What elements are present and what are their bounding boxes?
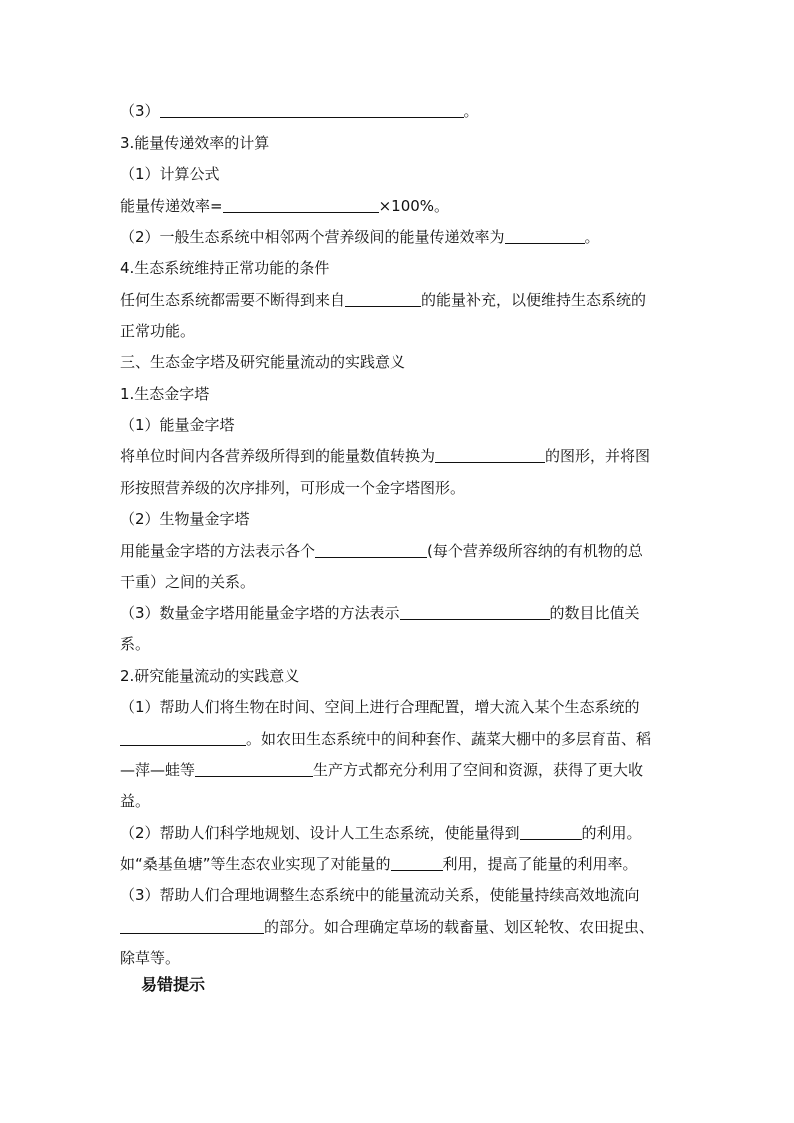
tip-heading: 易错提示 xyxy=(141,975,206,994)
text-line xyxy=(120,227,600,247)
text: (每个营养级所容纳的有机物的总 xyxy=(427,542,643,560)
text-line: 形按照营养级的次序排列，可形成一个金字塔图形。 xyxy=(120,479,466,497)
fill-blank xyxy=(160,103,464,118)
text-line: 益。 xyxy=(120,792,151,810)
section-heading: 4.生态系统维持正常功能的条件 xyxy=(120,259,330,277)
section-heading: 三、生态金字塔及研究能量流动的实践意义 xyxy=(120,353,406,371)
fill-blank xyxy=(345,292,421,307)
text-line: （1）能量金字塔 xyxy=(120,416,235,434)
text-line xyxy=(120,541,643,561)
fill-blank xyxy=(195,762,313,777)
text-line xyxy=(120,290,646,310)
fill-blank xyxy=(391,856,443,871)
text-line: （3）帮助人们合理地调整生态系统中的能量流动关系，使能量持续高效地流向 xyxy=(120,886,640,904)
text: 的数目比值关 xyxy=(549,604,640,622)
text-line xyxy=(120,603,640,623)
text-line: （1）计算公式 xyxy=(120,165,220,183)
text: ×100%。 xyxy=(378,197,450,215)
fill-blank xyxy=(400,605,550,620)
fill-blank xyxy=(520,825,582,840)
text: 的能量补充，以便维持生态系统的 xyxy=(421,291,647,309)
text: 的部分。如合理确定草场的载畜量、划区轮牧、农田捉虫、 xyxy=(264,918,655,936)
text: 生产方式都充分利用了空间和资源，获得了更大收 xyxy=(313,761,644,779)
text-line: 除草等。 xyxy=(120,949,181,967)
section-heading: 2.研究能量流动的实践意义 xyxy=(120,667,300,685)
text: 将单位时间内各营养级所得到的能量数值转换为 xyxy=(120,447,436,465)
text-line: 系。 xyxy=(120,635,151,653)
text: 。 xyxy=(463,102,479,120)
section-heading: 3.能量传递效率的计算 xyxy=(120,134,270,152)
fill-blank xyxy=(435,448,545,463)
text: （3）数量金字塔用能量金字塔的方法表示 xyxy=(120,604,400,622)
text: 用能量金字塔的方法表示各个 xyxy=(120,542,316,560)
text: 。如农田生态系统中的间种套作、蔬菜大棚中的多层育苗、稻 xyxy=(246,730,652,748)
fill-blank xyxy=(120,731,246,746)
text: （3） xyxy=(120,102,160,120)
fill-blank xyxy=(120,919,264,934)
text-line xyxy=(120,854,638,874)
text-line: （2）生物量金字塔 xyxy=(120,510,250,528)
text-line: （1）帮助人们将生物在时间、空间上进行合理配置，增大流入某个生态系统的 xyxy=(120,698,640,716)
fill-blank xyxy=(223,198,379,213)
text-line: 正常功能。 xyxy=(120,322,196,340)
section-heading: 1.生态金字塔 xyxy=(120,385,210,403)
text: 。 xyxy=(584,228,600,246)
fill-blank xyxy=(505,229,585,244)
text: 任何生态系统都需要不断得到来自 xyxy=(120,291,346,309)
text-line xyxy=(120,196,449,216)
text: （2）帮助人们科学地规划、设计人工生态系统，使能量得到 xyxy=(120,824,520,842)
text-line xyxy=(120,446,650,466)
text-line xyxy=(120,760,643,780)
text: 的利用。 xyxy=(581,824,642,842)
text-line xyxy=(120,729,651,749)
text: 如“桑基鱼塘”等生态农业实现了对能量的 xyxy=(120,855,391,873)
text-line xyxy=(120,823,642,843)
text-line xyxy=(120,101,479,121)
text: 能量传递效率= xyxy=(120,197,223,215)
text: 利用，提高了能量的利用率。 xyxy=(442,855,638,873)
text: —萍—蛙等 xyxy=(120,761,196,779)
text-line: 干重）之间的关系。 xyxy=(120,573,256,591)
fill-blank xyxy=(315,543,427,558)
text: 的图形，并将图 xyxy=(545,447,651,465)
text-line xyxy=(120,917,654,937)
text: （2）一般生态系统中相邻两个营养级间的能量传递效率为 xyxy=(120,228,505,246)
